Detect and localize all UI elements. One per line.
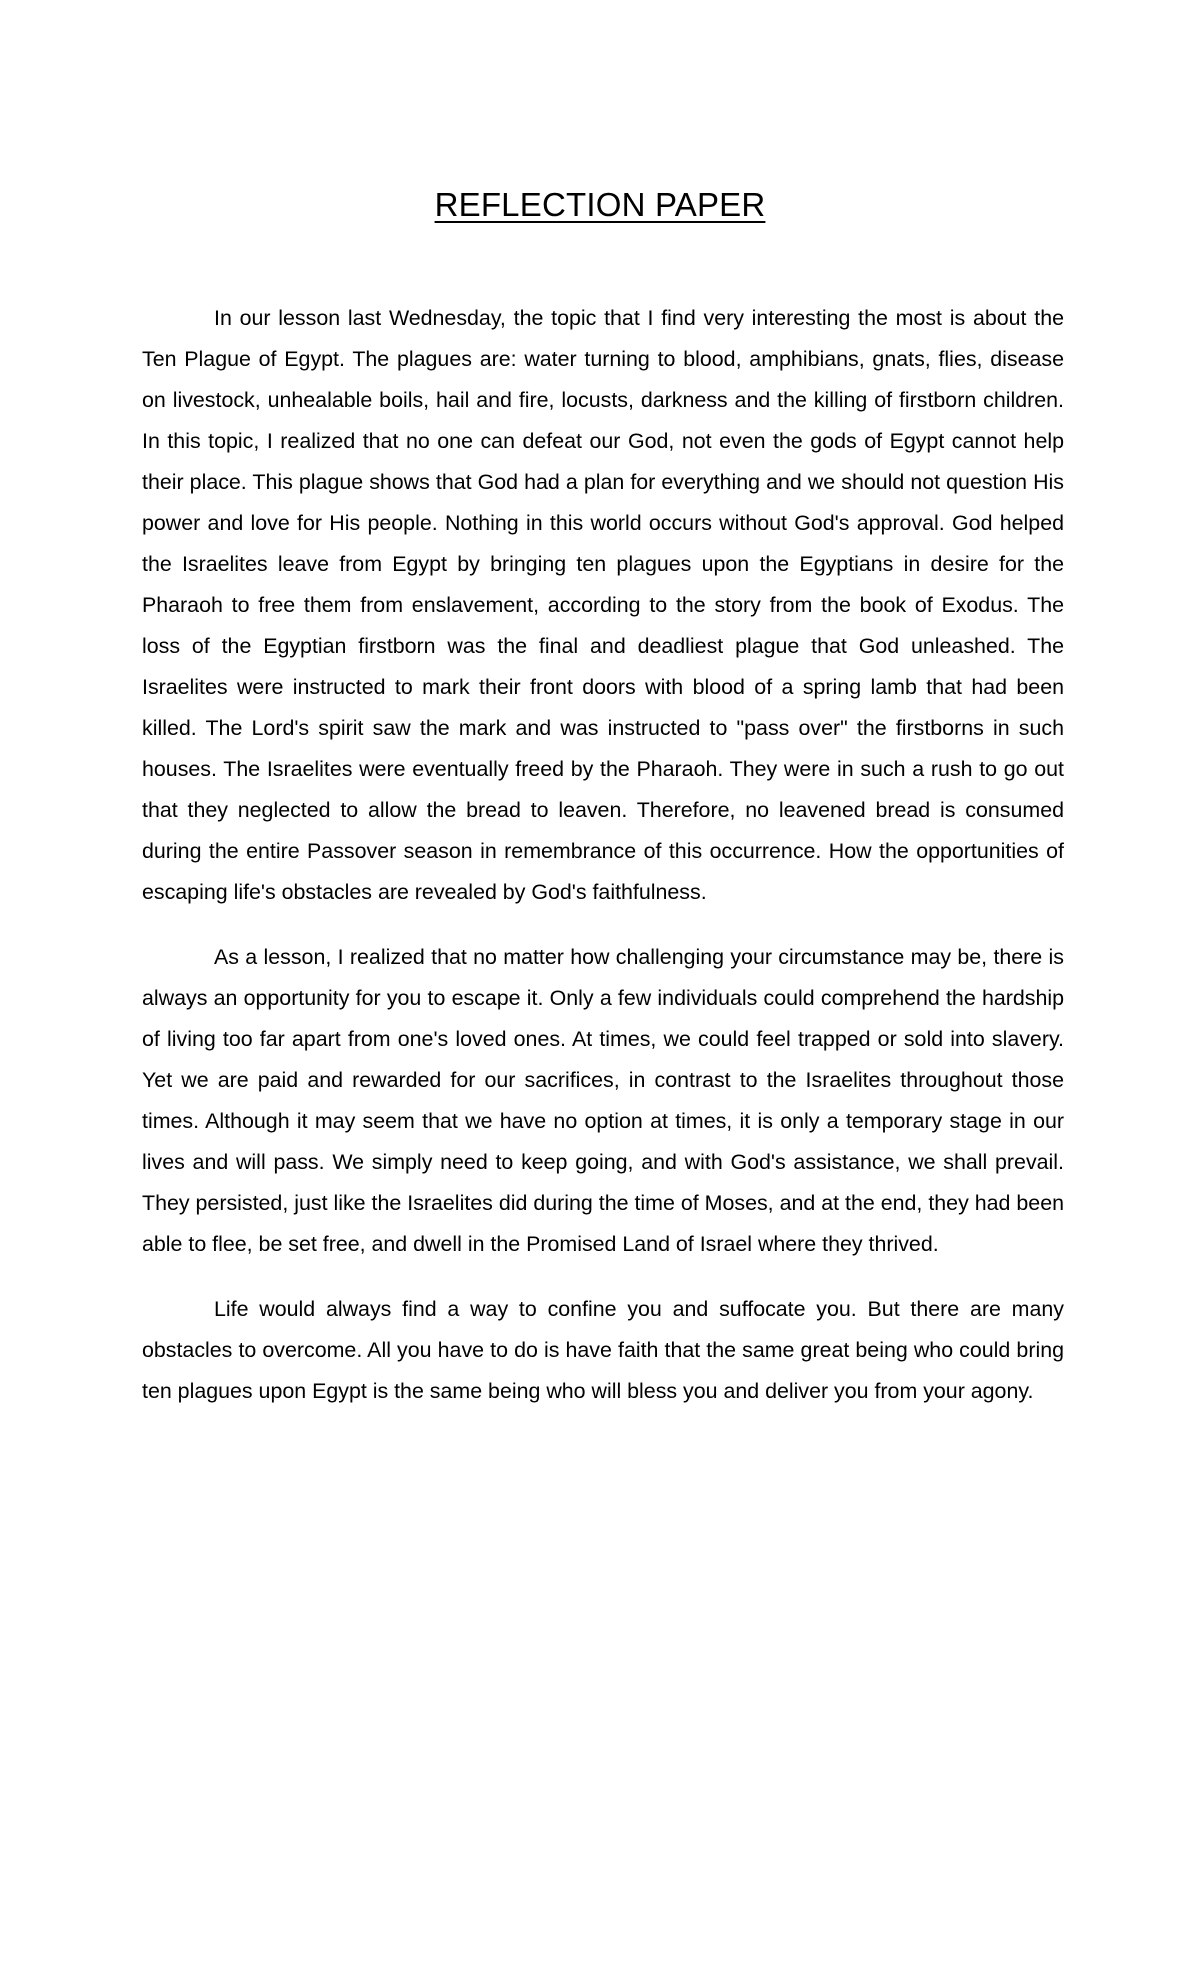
document-body [142,298,1064,1436]
page-title: REFLECTION PAPER [434,186,766,223]
paragraph-1: In our lesson last Wednesday, the topic that I find very interesting the most is about the Ten Plague of Egypt. The plagues are: water turning to blood, amphibians, gnats, flies, disease on livestock, unhealable boils, hail and fire, locusts, darkness and the killing of firstborn children. In this topic, I realized that no one can defeat our God, not even the gods of Egypt cannot help their place. This plague shows that God had a plan for everything and we should not question His power and love for His people. Nothing in this world occurs without God's approval. God helped the Israelites leave from Egypt by bringing ten plagues upon the Egyptians in desire for the Pharaoh to free them from enslavement, according to the story from the book of Exodus. The loss of the Egyptian firstborn was the final and deadliest plague that God unleashed. The Israelites were instructed to mark their front doors with blood of a spring lamb that had been killed. The Lord's spirit saw the mark and was instructed to "pass over" the firstborns in such houses. The Israelites were eventually freed by the Pharaoh. They were in such a rush to go out that they neglected to allow the bread to leaven. Therefore, no leavened bread is consumed during the entire Passover season in remembrance of this occurrence. How the opportunities of escaping life's obstacles are revealed by God's faithfulness. [142,306,1064,904]
paragraph-3: Life would always find a way to confine you and suffocate you. But there are many obstacles to overcome. All you have to do is have faith that the same great being who could bring ten plagues upon Egypt is the same being who will bless you and deliver you from your agony. [142,1297,1064,1403]
paragraph-2: As a lesson, I realized that no matter how challenging your circumstance may be, there is always an opportunity for you to escape it. Only a few individuals could comprehend the hardship of living too far apart from one's loved ones. At times, we could feel trapped or sold into slavery. Yet we are paid and rewarded for our sacrifices, in contrast to the Israelites throughout those times. Although it may seem that we have no option at times, it is only a temporary stage in our lives and will pass. We simply need to keep going, and with God's assistance, we shall prevail. They persisted, just like the Israelites did during the time of Moses, and at the end, they had been able to flee, be set free, and dwell in the Promised Land of Israel where they thrived. [142,945,1064,1256]
